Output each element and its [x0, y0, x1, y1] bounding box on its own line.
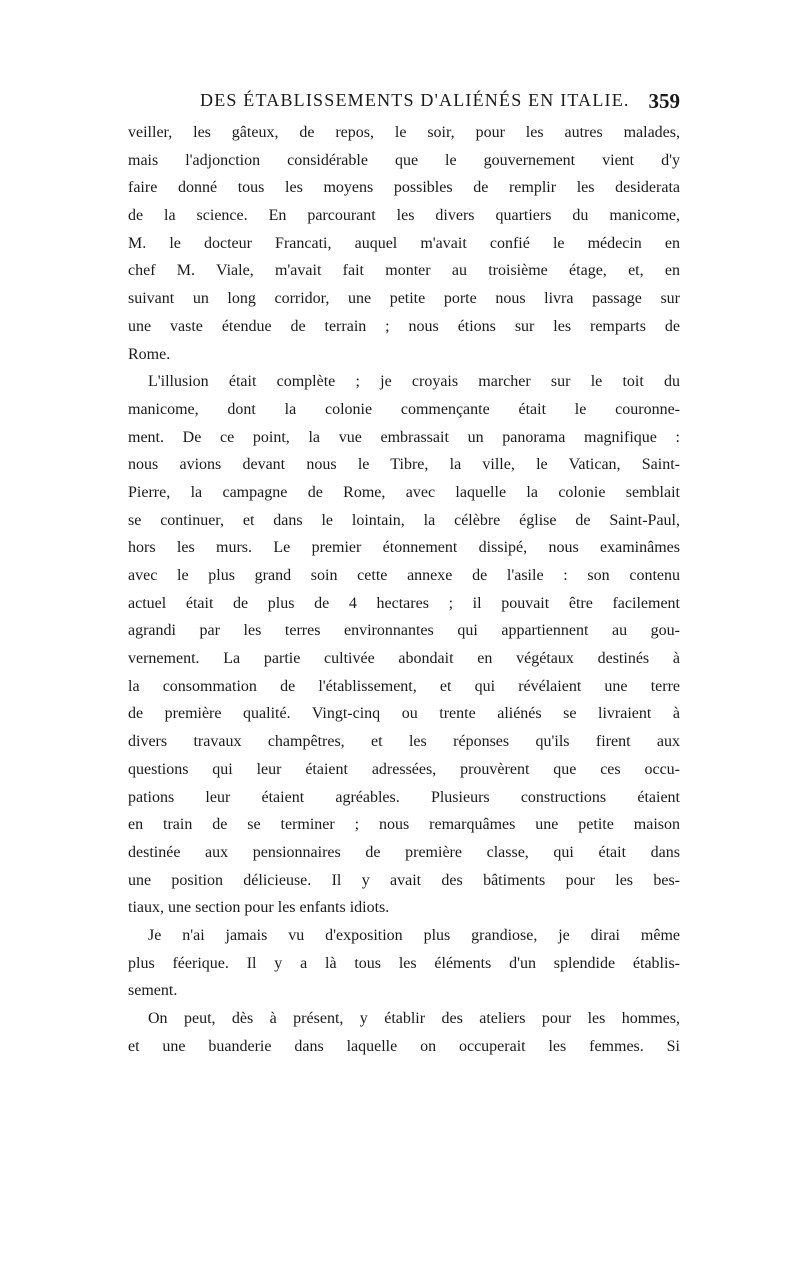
page-number: 359	[648, 89, 680, 113]
paragraph-3	[128, 927, 680, 1010]
text-line: faire donné tous les moyens possibles de remplir les desiderata	[128, 179, 680, 197]
paragraph-2	[128, 373, 680, 927]
text-line: Rome.	[128, 345, 171, 363]
text-line: et une buanderie dans laquelle on occuperait les femmes. Si	[128, 1037, 680, 1055]
text-line: une vaste étendue de terrain ; nous étions sur les remparts de	[128, 317, 680, 335]
text-line: suivant un long corridor, une petite porte nous livra passage sur	[128, 290, 680, 308]
running-head	[200, 90, 680, 116]
text-line: sement.	[128, 982, 178, 1000]
text-line: actuel était de plus de 4 hectares ; il pouvait être facilement	[128, 594, 680, 612]
text-line: nous avions devant nous le Tibre, la ville, le Vatican, Saint-	[128, 456, 680, 474]
text-line: une position délicieuse. Il y avait des bâtiments pour les bes-	[128, 871, 680, 889]
text-line: tiaux, une section pour les enfants idiots.	[128, 899, 390, 917]
text-line: hors les murs. Le premier étonnement dissipé, nous examinâmes	[128, 539, 680, 557]
text-line: On peut, dès à présent, y établir des ateliers pour les hommes,	[148, 1010, 680, 1027]
text-line: chef M. Viale, m'avait fait monter au troisième étage, et, en	[128, 262, 680, 280]
text-line: manicome, dont la colonie commençante était le couronne-	[128, 400, 680, 418]
text-line: pations leur étaient agréables. Plusieurs constructions étaient	[128, 788, 680, 806]
text-line: vernement. La partie cultivée abondait en végétaux destinés à	[128, 650, 680, 668]
text-line: L'illusion était complète ; je croyais marcher sur le toit du	[148, 373, 680, 391]
text-line: agrandi par les terres environnantes qui appartiennent au gou-	[128, 622, 680, 640]
text-line: ment. De ce point, la vue embrassait un panorama magnifique :	[128, 428, 680, 446]
text-line: Je n'ai jamais vu d'exposition plus grandiose, je dirai même	[148, 926, 680, 944]
text-line: destinée aux pensionnaires de première classe, qui était dans	[128, 843, 680, 861]
text-line: en train de se terminer ; nous remarquâmes une petite maison	[128, 816, 680, 834]
running-head-title: DES ÉTABLISSEMENTS D'ALIÉNÉS EN ITALIE.	[200, 90, 630, 110]
text-line: divers travaux champêtres, et les réponses qu'ils firent aux	[128, 733, 680, 751]
text-line: la consommation de l'établissement, et qui révélaient une terre	[128, 677, 680, 695]
body-text	[128, 124, 680, 1065]
text-line: de la science. En parcourant les divers quartiers du manicome,	[128, 207, 680, 225]
text-line: plus féerique. Il y a là tous les éléments d'un splendide établis-	[128, 954, 680, 972]
paragraph-4	[128, 1010, 680, 1065]
text-line: questions qui leur étaient adressées, prouvèrent que ces occu-	[128, 760, 680, 778]
text-line: veiller, les gâteux, de repos, le soir, pour les autres malades,	[128, 124, 680, 141]
text-line: se continuer, et dans le lointain, la célèbre église de Saint-Paul,	[128, 511, 680, 529]
text-line: avec le plus grand soin cette annexe de l'asile : son contenu	[128, 567, 680, 584]
text-line: de première qualité. Vingt-cinq ou trente aliénés se livraient à	[128, 705, 680, 723]
text-line: Pierre, la campagne de Rome, avec laquelle la colonie semblait	[128, 483, 680, 501]
text-line: M. le docteur Francati, auquel m'avait confié le médecin en	[128, 234, 680, 252]
text-line: mais l'adjonction considérable que le gouvernement vient d'y	[128, 151, 680, 169]
paragraph-1	[128, 124, 680, 373]
